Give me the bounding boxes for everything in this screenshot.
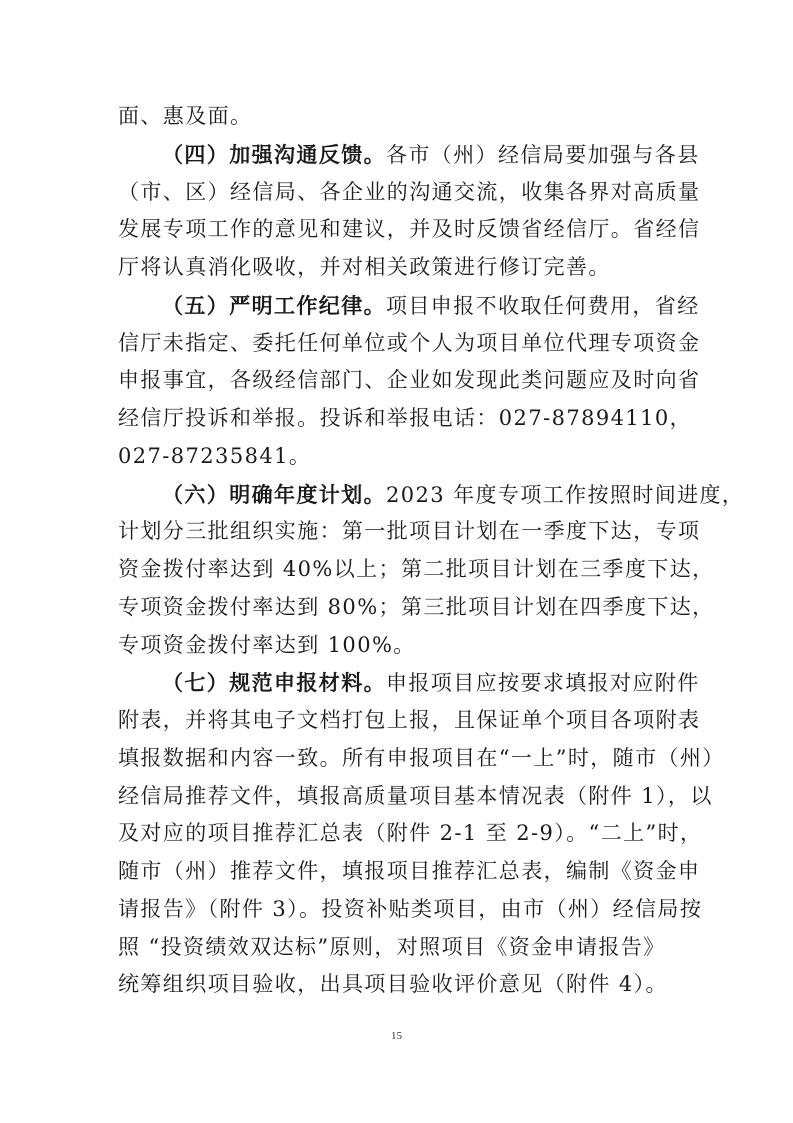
text-line — [118, 627, 680, 665]
text-line — [118, 966, 680, 1004]
line-text: 专项资金拨付率达到 100%。 — [118, 632, 416, 657]
line-text: 027-87235841。 — [118, 443, 312, 468]
line-text: 发展专项工作的意见和建议，并及时反馈省经信厅。省经信 — [118, 217, 701, 242]
text-line — [118, 589, 715, 627]
line-text: 附表，并将其电子文档打包上报，且保证单个项目各项附表 — [118, 708, 701, 732]
line-text: 2023 年度专项工作按照时间进度， — [386, 482, 745, 507]
text-line — [118, 476, 745, 514]
line-text: 信厅未指定、委托任何单位或个人为项目单位代理专项资金 — [118, 330, 701, 355]
line-text: 计划分三批组织实施：第一批项目计划在一季度下达，专项 — [118, 519, 701, 544]
line-text: 照 “投资绩效双达标”原则，对照项目《资金申请报告》 — [118, 934, 666, 959]
text-line — [118, 249, 680, 287]
line-text: 随市（州）推荐文件，填报项目推荐汇总表，编制《资金申 — [118, 859, 701, 883]
line-text: 经信厅投诉和举报。投诉和举报电话：027-87894110， — [118, 406, 693, 430]
page-number: 15 — [391, 1030, 402, 1042]
text-line — [118, 211, 701, 249]
line-text: 申报事宜，各级经信部门、企业如发现此类问题应及时向省 — [118, 368, 701, 393]
text-line — [118, 174, 701, 212]
section-heading: （四）加强沟通反馈。 — [162, 141, 386, 167]
text-line — [118, 664, 700, 702]
line-text: 项目申报不收取任何费用，省经 — [386, 293, 700, 318]
line-text: 面、惠及面。 — [118, 104, 253, 128]
line-text: 请报告》（附件 3）。投资补贴类项目，由市（州）经信局按 — [118, 896, 703, 921]
text-line — [118, 400, 693, 438]
line-text: 申报项目应按要求填报对应附件 — [386, 671, 700, 696]
text-line — [118, 438, 680, 476]
line-text: 厅将认真消化吸收，并对相关政策进行修订完善。 — [118, 255, 611, 279]
text-line — [118, 891, 703, 929]
line-text: 及对应的项目推荐汇总表（附件 2-1 至 2-9）。“二上”时， — [118, 821, 703, 846]
section-heading: （七）规范申报材料。 — [162, 670, 386, 696]
text-line — [118, 702, 701, 740]
text-line — [118, 929, 680, 967]
line-text: 各市（州）经信局要加强与各县 — [386, 142, 700, 167]
line-text: 经信局推荐文件，填报高质量项目基本情况表（附件 1），以 — [118, 783, 713, 808]
text-line — [118, 98, 680, 136]
line-text: 统筹组织项目验收，出具项目验收评价意见（附件 4）。 — [118, 972, 668, 997]
text-line — [118, 513, 701, 551]
section-heading: （五）严明工作纪律。 — [162, 292, 386, 318]
text-line — [118, 362, 701, 400]
body-text — [118, 98, 745, 1004]
line-text: 填报数据和内容一致。所有申报项目在“一上”时，随市（州） — [118, 745, 725, 770]
text-line — [118, 325, 701, 363]
text-line — [118, 815, 703, 853]
text-line — [118, 740, 725, 778]
text-line — [118, 551, 715, 589]
text-line — [118, 287, 700, 325]
line-text: 专项资金拨付率达到 80%；第三批项目计划在四季度下达， — [118, 594, 715, 619]
section-heading: （六）明确年度计划。 — [162, 481, 386, 507]
line-text: 资金拨付率达到 40%以上；第二批项目计划在三季度下达， — [118, 557, 715, 581]
text-line — [118, 778, 713, 816]
text-line — [118, 853, 701, 891]
line-text: （市、区）经信局、各企业的沟通交流，收集各界对高质量 — [118, 179, 701, 204]
text-line — [118, 136, 700, 174]
